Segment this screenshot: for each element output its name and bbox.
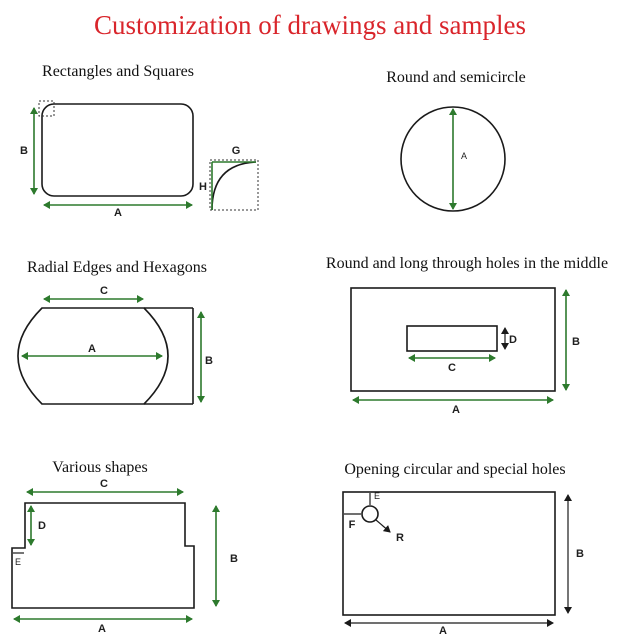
plate-shape bbox=[343, 492, 555, 615]
plate-shape bbox=[351, 288, 555, 391]
label-e: E bbox=[373, 491, 381, 501]
panel-rectangles-heading: Rectangles and Squares bbox=[42, 63, 194, 80]
corner-detail-box bbox=[39, 101, 54, 116]
label-b: B bbox=[572, 336, 580, 348]
panel-round-heading: Round and semicircle bbox=[386, 69, 526, 86]
panel-through-holes-heading: Round and long through holes in the middle bbox=[325, 255, 609, 272]
panel-rectangles bbox=[20, 63, 258, 219]
label-a: A bbox=[98, 623, 106, 635]
label-r: R bbox=[396, 532, 404, 544]
label-a: A bbox=[88, 343, 96, 355]
radius-r-arrow bbox=[376, 520, 390, 532]
radius-arc bbox=[212, 162, 256, 210]
label-d: D bbox=[509, 334, 517, 346]
page-title: Customization of drawings and samples bbox=[94, 10, 526, 40]
panel-through-holes bbox=[326, 255, 608, 416]
label-b: B bbox=[230, 553, 238, 565]
slot-hole bbox=[407, 326, 497, 351]
label-a: A bbox=[114, 207, 122, 219]
label-c: C bbox=[100, 478, 108, 490]
label-a: A bbox=[460, 151, 468, 161]
panel-various-heading: Various shapes bbox=[52, 459, 148, 476]
label-b: B bbox=[576, 548, 584, 560]
panel-radial bbox=[18, 259, 213, 404]
various-shape bbox=[12, 503, 194, 608]
label-f: F bbox=[348, 519, 356, 531]
rectangle-shape bbox=[42, 104, 193, 196]
label-g: G bbox=[231, 145, 241, 157]
label-h: H bbox=[199, 181, 207, 193]
panel-opening-heading: Opening circular and special holes bbox=[344, 461, 566, 478]
label-e: E bbox=[14, 557, 22, 567]
label-a: A bbox=[452, 404, 460, 416]
circular-hole bbox=[362, 506, 378, 522]
label-c: C bbox=[448, 362, 456, 374]
label-a: A bbox=[439, 625, 447, 637]
label-b: B bbox=[205, 355, 213, 367]
label-d: D bbox=[38, 520, 46, 532]
panel-round bbox=[386, 69, 526, 211]
panel-opening bbox=[343, 461, 584, 637]
panel-radial-heading: Radial Edges and Hexagons bbox=[27, 259, 207, 276]
label-b: B bbox=[20, 145, 28, 157]
label-c: C bbox=[100, 285, 108, 297]
panel-various bbox=[12, 459, 238, 635]
